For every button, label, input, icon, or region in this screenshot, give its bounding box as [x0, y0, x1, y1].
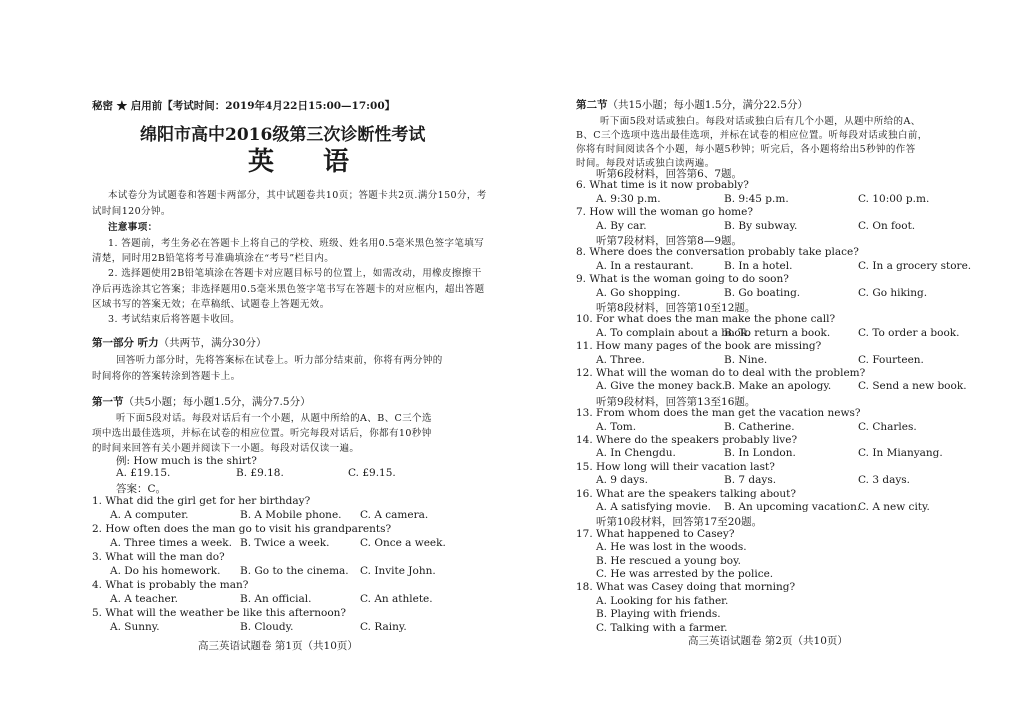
question-text: 3. What will the man do?	[92, 551, 225, 563]
question-text: 2. How often does the man go to visit his grandparents?	[92, 523, 392, 535]
option-c: C. On foot.	[858, 220, 916, 232]
question-text: 17. What happened to Casey?	[576, 528, 735, 540]
option-b: B. Go to the cinema.	[240, 565, 349, 577]
example-question: 例: How much is the shirt?	[116, 455, 257, 467]
listening-note: 听第7段材料，回答第8—9题。	[596, 235, 743, 247]
option-a: A. Give the money back.	[596, 380, 726, 392]
option-b: B. To return a book.	[724, 327, 831, 339]
option-b: B. Go boating.	[724, 287, 801, 299]
option-a: A. A satisfying movie.	[596, 501, 711, 513]
notes-title: 注意事项：	[108, 222, 158, 233]
example-option-c: C. £9.15.	[348, 467, 396, 479]
option-c: C. Go hiking.	[858, 287, 928, 299]
note-line: 1. 答题前，考生务必在答题卡上将自己的学校、班级、姓名用0.5毫米黑色签字笔填写	[108, 238, 485, 249]
option-b: B. In London.	[724, 447, 796, 459]
option-c: C. Once a week.	[360, 537, 446, 549]
sec1-desc-line: 听下面5段对话。每段对话后有一个小题，从题中所给的A、B、C三个选	[116, 413, 432, 424]
option-line: A. Looking for his father.	[596, 595, 729, 607]
option-c: C. Rainy.	[360, 621, 407, 633]
option-a: A. In a restaurant.	[596, 260, 694, 272]
sec2-heading	[576, 97, 808, 112]
option-a: A. 9 days.	[596, 474, 648, 486]
option-a: A. A computer.	[110, 509, 189, 521]
page-footer: 高三英语试题卷 第2页（共10页）	[688, 635, 848, 647]
option-a: A. To complain about a book.	[596, 327, 751, 339]
option-a: A. By car.	[596, 220, 647, 232]
part1-desc-line: 回答听力部分时，先将答案标在试卷上。听力部分结束前，你将有两分钟的	[116, 355, 443, 366]
option-c: C. A camera.	[360, 509, 429, 521]
option-b: B. Nine.	[724, 354, 768, 366]
question-text: 9. What is the woman going to do soon?	[576, 273, 789, 285]
part1-heading	[92, 335, 267, 350]
option-b: B. A Mobile phone.	[240, 509, 342, 521]
note-line: 净后再选涂其它答案；非选择题用0.5毫米黑色签字笔书写在答题卡的对应框内，超出答题	[92, 284, 485, 295]
sec1-title: 第一节	[92, 396, 124, 408]
sec2-desc-line: B、C三个选项中选出最佳选项，并标在试卷的相应位置。听每段对话或独白前，	[576, 130, 928, 141]
example-answer: 答案：C。	[116, 483, 167, 495]
part1-score: （共两节，满分30分）	[158, 337, 267, 349]
question-text: 12. What will the woman do to deal with the problem?	[576, 367, 866, 379]
intro-line: 本试卷分为试题卷和答题卡两部分，其中试题卷共10页；答题卡共2页.满分150分，考	[108, 190, 487, 201]
question-text: 8. Where does the conversation probably take place?	[576, 246, 859, 258]
question-text: 10. For what does the man make the phone call?	[576, 313, 836, 325]
option-c: C. 3 days.	[858, 474, 910, 486]
listening-note: 听第10段材料，回答第17至20题。	[596, 516, 763, 528]
option-c: C. Send a new book.	[858, 380, 967, 392]
sec1-heading	[92, 394, 311, 409]
option-b: B. By subway.	[724, 220, 798, 232]
option-b: B. In a hotel.	[724, 260, 793, 272]
listening-note: 听第8段材料，回答第10至12题。	[596, 302, 756, 314]
option-c: C. To order a book.	[858, 327, 960, 339]
option-a: A. Do his homework.	[110, 565, 221, 577]
option-b: B. 7 days.	[724, 474, 777, 486]
option-c: C. In Mianyang.	[858, 447, 943, 459]
option-c: C. Fourteen.	[858, 354, 924, 366]
option-b: B. An upcoming vacation.	[724, 501, 861, 513]
question-text: 7. How will the woman go home?	[576, 206, 753, 218]
option-c: C. 10:00 p.m.	[858, 193, 930, 205]
listening-note: 听第9段材料，回答第13至16题。	[596, 396, 756, 408]
option-line: A. He was lost in the woods.	[596, 541, 747, 553]
sec2-desc-line: 听下面5段对话或独白。每段对话或独白后有几个小题，从题中所给的A、	[600, 116, 921, 127]
option-a: A. Go shopping.	[596, 287, 681, 299]
option-c: C. Invite John.	[360, 565, 436, 577]
option-c: C. An athlete.	[360, 593, 433, 605]
option-a: A. A teacher.	[110, 593, 178, 605]
exam-title: 绵阳市高中2016级第三次诊断性考试	[140, 125, 426, 145]
option-a: A. Tom.	[596, 421, 637, 433]
question-text: 16. What are the speakers talking about?	[576, 488, 796, 500]
option-b: B. Cloudy.	[240, 621, 294, 633]
option-b: B. Twice a week.	[240, 537, 330, 549]
sec2-desc-line: 时间。每段对话或独白读两遍。	[576, 158, 715, 169]
sec2-title: 第二节	[576, 99, 608, 111]
option-c: C. A new city.	[858, 501, 930, 513]
exam-header: 秘密 ★ 启用前【考试时间：2019年4月22日15:00—17:00】	[92, 100, 396, 112]
option-line: B. He rescued a young boy.	[596, 555, 741, 567]
option-b: B. Catherine.	[724, 421, 795, 433]
sec1-desc-line: 项中选出最佳选项，并标在试卷的相应位置。听完每段对话后，你都有10秒钟	[92, 428, 432, 439]
page-footer: 高三英语试题卷 第1页（共10页）	[198, 640, 358, 652]
sec1-desc-line: 的时间来回答有关小题并阅读下一小题。每段对话仅读一遍。	[92, 443, 360, 454]
right-page	[512, 0, 1024, 724]
question-text: 5. What will the weather be like this afternoon?	[92, 607, 347, 619]
option-line: B. Playing with friends.	[596, 608, 721, 620]
option-b: B. Make an apology.	[724, 380, 832, 392]
example-option-b: B. £9.18.	[236, 467, 284, 479]
option-c: C. Charles.	[858, 421, 917, 433]
question-text: 14. Where do the speakers probably live?	[576, 434, 798, 446]
question-text: 13. From whom does the man get the vacation news?	[576, 407, 861, 419]
option-a: A. Sunny.	[110, 621, 160, 633]
example-option-a: A. £19.15.	[116, 467, 171, 479]
part1-title: 第一部分 听力	[92, 337, 159, 349]
intro-line: 试时间120分钟。	[92, 206, 171, 217]
option-line: C. Talking with a farmer.	[596, 622, 728, 634]
note-line: 清楚，同时用2B铅笔将考号准确填涂在“考号”栏目内。	[92, 253, 335, 264]
note-line: 2. 选择题使用2B铅笔填涂在答题卡对应题目标号的位置上，如需改动，用橡皮擦擦干	[108, 268, 482, 279]
option-a: A. Three.	[596, 354, 645, 366]
option-b: B. 9:45 p.m.	[724, 193, 789, 205]
option-b: B. An official.	[240, 593, 312, 605]
note-line: 3. 考试结束后将答题卡收回。	[108, 314, 241, 325]
option-line: C. He was arrested by the police.	[596, 568, 774, 580]
question-text: 18. What was Casey doing that morning?	[576, 581, 796, 593]
note-line: 区域书写的答案无效；在草稿纸、试题卷上答题无效。	[92, 299, 330, 310]
subject-title: 英 语	[248, 147, 370, 177]
option-a: A. In Chengdu.	[596, 447, 676, 459]
question-text: 1. What did the girl get for her birthday?	[92, 495, 311, 507]
question-text: 15. How long will their vacation last?	[576, 461, 775, 473]
option-c: C. In a grocery store.	[858, 260, 972, 272]
question-text: 6. What time is it now probably?	[576, 179, 749, 191]
question-text: 11. How many pages of the book are missing?	[576, 340, 822, 352]
sec1-score: （共5小题；每小题1.5分，满分7.5分）	[123, 396, 311, 408]
question-text: 4. What is probably the man?	[92, 579, 249, 591]
listening-note: 听第6段材料，回答第6、7题。	[596, 168, 743, 180]
option-a: A. Three times a week.	[110, 537, 232, 549]
sec2-score: （共15小题；每小题1.5分，满分22.5分）	[607, 99, 808, 111]
option-a: A. 9:30 p.m.	[596, 193, 661, 205]
sec2-desc-line: 你将有时间阅读各个小题，每小题5秒钟；听完后，各小题将给出5秒钟的作答	[576, 144, 916, 155]
part1-desc-line: 时间将你的答案转涂到答题卡上。	[92, 371, 241, 382]
